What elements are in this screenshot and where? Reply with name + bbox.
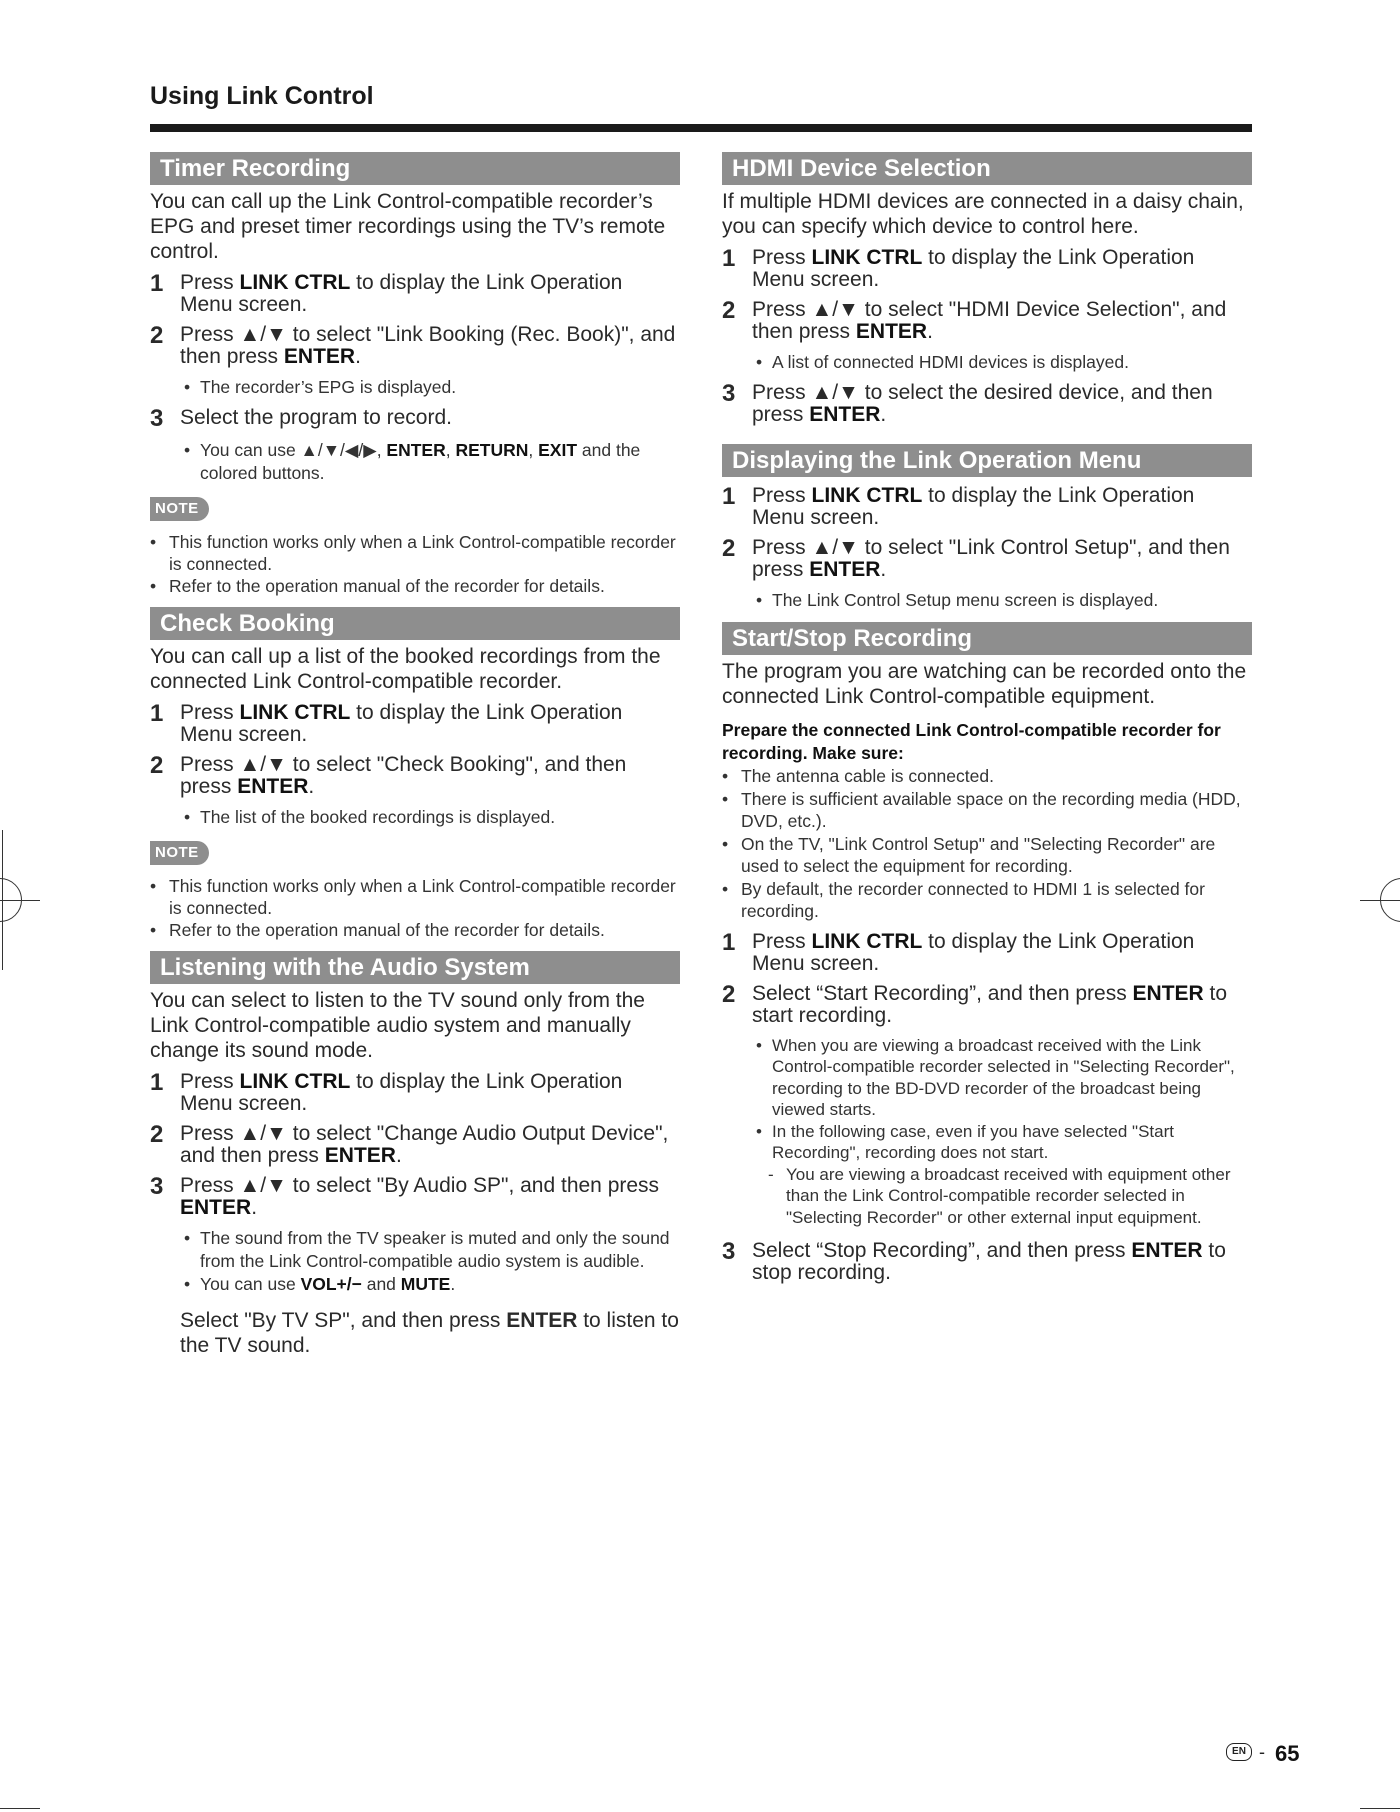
section-header-hdmi-device-selection: HDMI Device Selection <box>722 152 1252 185</box>
step-number: 2 <box>722 535 736 562</box>
closing-instruction: Select "By TV SP", and then press ENTER to listen to the TV sound. <box>180 1309 679 1357</box>
section-header-displaying-link-menu: Displaying the Link Operation Menu <box>722 444 1252 477</box>
key-name: LINK CTRL <box>811 246 923 269</box>
note-text: This function works only when a Link Control-compatible recorder is connected. <box>169 876 676 918</box>
step-text: Press ▲/▼ to select "By Audio SP", and then press ENTER. <box>180 1174 660 1219</box>
bullet-text: A list of connected HDMI devices is displayed. <box>772 352 1129 372</box>
section-header-audio-system: Listening with the Audio System <box>150 951 680 984</box>
page-number: 65 <box>1275 1741 1300 1766</box>
step-2 <box>150 1123 680 1167</box>
key-name: ENTER <box>1131 1239 1203 1262</box>
step-text: Press LINK CTRL to display the Link Operation Menu screen. <box>180 271 623 316</box>
section-header-check-booking: Check Booking <box>150 607 680 640</box>
step-number: 1 <box>722 245 736 272</box>
step-number: 2 <box>722 297 736 324</box>
language-badge-icon: EN <box>1226 1743 1252 1761</box>
step-text: Press LINK CTRL to display the Link Operation Menu screen. <box>180 701 623 746</box>
step-number: 1 <box>150 270 164 297</box>
note-text: Refer to the operation manual of the recorder for details. <box>169 920 605 940</box>
note-badge: NOTE <box>150 497 209 521</box>
bullet-text: The recorder’s EPG is displayed. <box>200 377 457 397</box>
step-sub-bullets: • The list of the booked recordings is displayed. <box>180 806 680 829</box>
step-text: Select “Stop Recording”, and then press ENTER to stop recording. <box>752 1239 1226 1284</box>
step-text: Press LINK CTRL to display the Link Operation Menu screen. <box>752 246 1195 291</box>
step-number: 2 <box>150 1121 164 1148</box>
step-sub-bullets: • The Link Control Setup menu screen is displayed. <box>752 589 1252 612</box>
step-number: 3 <box>722 1238 736 1265</box>
prep-item: On the TV, "Link Control Setup" and "Selecting Recorder" are used to select the equipment for recording. <box>741 833 1216 876</box>
step-number: 3 <box>150 1173 164 1200</box>
step-text: Press ▲/▼ to select the desired device, and then press ENTER. <box>752 381 1213 426</box>
step-number: 2 <box>150 752 164 779</box>
step-3 <box>150 1175 680 1219</box>
step-sub-bullets: • The sound from the TV speaker is muted and only the sound from the Link Control-compatible audio system is audible. • You can use VOL+/− and MUTE. <box>180 1227 680 1296</box>
step-number: 1 <box>150 700 164 727</box>
section-intro: You can call up the Link Control-compatible recorder’s EPG and preset timer recordings using the TV’s remote control. <box>150 190 666 263</box>
step-2 <box>150 324 680 368</box>
page-title: Using Link Control <box>150 82 374 110</box>
key-name: LINK CTRL <box>239 701 351 724</box>
step-number: 3 <box>150 405 164 432</box>
step-number: 1 <box>150 1069 164 1096</box>
step-sub-bullets: • You can use ▲/▼/◀/▶, ENTER, RETURN, EXIT and the colored buttons. <box>180 439 680 485</box>
left-column <box>150 152 680 1358</box>
step-1 <box>150 702 680 746</box>
bullet-text: The Link Control Setup menu screen is displayed. <box>772 590 1159 610</box>
prep-item: The antenna cable is connected. <box>741 766 994 786</box>
prep-item: There is sufficient available space on the recording media (HDD, DVD, etc.). <box>741 788 1241 831</box>
registration-mark-icon <box>1380 878 1400 922</box>
step-sub-bullets: • The recorder’s EPG is displayed. <box>180 376 680 399</box>
section-intro: You can call up a list of the booked recordings from the connected Link Control-compatible recorder. <box>150 645 661 693</box>
step-number: 2 <box>150 322 164 349</box>
step-text: Press ▲/▼ to select "Check Booking", and then press ENTER. <box>180 753 627 798</box>
step-text: Select the program to record. <box>180 406 452 429</box>
bullet-text: The list of the booked recordings is displayed. <box>200 807 556 827</box>
note-text: This function works only when a Link Control-compatible recorder is connected. <box>169 532 676 574</box>
key-name: LINK CTRL <box>811 929 923 953</box>
crop-mark <box>1360 1808 1400 1809</box>
step-text: Select “Start Recording”, and then press ENTER to start recording. <box>752 981 1228 1027</box>
step-2 <box>150 754 680 798</box>
step-1 <box>150 272 680 316</box>
dash-item: You are viewing a broadcast received with equipment other than the Link Control-compatible recorder selected in "Selecting Recorder" or other external input equipment. <box>786 1164 1231 1227</box>
step-text: Press ▲/▼ to select "Link Booking (Rec. Book)", and then press ENTER. <box>180 323 676 368</box>
key-name: ENTER <box>237 775 309 798</box>
bullet-text: You can use VOL+/− and MUTE. <box>200 1274 456 1294</box>
key-name: ENTER <box>506 1309 578 1332</box>
section-intro: If multiple HDMI devices are connected in a daisy chain, you can specify which device to control here. <box>722 190 1244 238</box>
right-column <box>722 152 1252 1292</box>
step-text: Press LINK CTRL to display the Link Operation Menu screen. <box>752 484 1195 529</box>
section-header-timer-recording: Timer Recording <box>150 152 680 185</box>
step-number: 1 <box>722 483 736 510</box>
footer-separator: - <box>1259 1742 1265 1762</box>
prep-title: Prepare the connected Link Control-compatible recorder for recording. Make sure: <box>722 720 1221 763</box>
note-list: • This function works only when a Link Control-compatible recorder is connected. • Refer to the operation manual of the recorder for details. <box>150 531 680 597</box>
title-rule <box>150 124 1252 132</box>
key-name: ENTER <box>283 345 356 368</box>
note-list: • This function works only when a Link Control-compatible recorder is connected. • Refer to the operation manual of the recorder for details. <box>150 875 680 941</box>
key-name: LINK CTRL <box>239 1070 351 1093</box>
step-sub-bullets: • When you are viewing a broadcast received with the Link Control-compatible recorder selected in "Selecting Recorder", recording to the BD-DVD recorder of the broadcast being viewed starts. • In the following case, even if you have selected "Start Recording", recording does not start. - You are viewing a broadcast received with equipment other than the Link Control-compatible recorder selected in "Selecting Recorder" or other external input equipment. <box>752 1035 1252 1229</box>
key-name: ENTER <box>1132 981 1204 1005</box>
step-3 <box>722 1240 1252 1284</box>
step-1 <box>722 247 1252 291</box>
key-name: ENTER <box>855 320 928 343</box>
section-intro: You can select to listen to the TV sound only from the Link Control-compatible audio system and manually change its sound mode. <box>150 989 645 1062</box>
key-name: LINK CTRL <box>811 484 923 507</box>
step-1 <box>722 928 1252 975</box>
step-1 <box>150 1071 680 1115</box>
key-name: ENTER <box>809 558 881 581</box>
registration-mark-icon <box>0 878 22 922</box>
bullet-text: The sound from the TV speaker is muted and only the sound from the Link Control-compatible audio system is audible. <box>200 1228 670 1271</box>
step-text: Press ▲/▼ to select "HDMI Device Selection", and then press ENTER. <box>752 298 1227 343</box>
step-2 <box>722 980 1252 1027</box>
step-number: 1 <box>722 928 736 956</box>
step-number: 3 <box>722 380 736 407</box>
bullet-text: In the following case, even if you have selected "Start Recording", recording does not start. <box>772 1121 1174 1162</box>
step-text: Press LINK CTRL to display the Link Operation Menu screen. <box>180 1070 623 1115</box>
section-header-start-stop-recording: Start/Stop Recording <box>722 622 1252 655</box>
crop-mark <box>0 1808 40 1809</box>
key-name: ENTER <box>324 1144 396 1167</box>
step-3 <box>722 382 1252 426</box>
bullet-text: When you are viewing a broadcast received with the Link Control-compatible recorder selected in "Selecting Recorder", recording to the BD-DVD recorder of the broadcast being viewed starts. <box>772 1035 1235 1119</box>
prep-item: By default, the recorder connected to HDMI 1 is selected for recording. <box>741 878 1205 921</box>
step-2 <box>722 537 1252 581</box>
step-3 <box>150 407 680 431</box>
key-name: ENTER <box>180 1196 252 1219</box>
step-2 <box>722 299 1252 343</box>
step-text: Press LINK CTRL to display the Link Operation Menu screen. <box>752 929 1195 975</box>
step-number: 2 <box>722 980 736 1008</box>
key-name: ENTER <box>809 403 881 426</box>
note-text: Refer to the operation manual of the recorder for details. <box>169 576 605 596</box>
step-text: Press ▲/▼ to select "Link Control Setup", and then press ENTER. <box>752 536 1230 581</box>
prep-list: • The antenna cable is connected. • There is sufficient available space on the recording media (HDD, DVD, etc.). • On the TV, "Link Control Setup" and "Selecting Recorder" are used to select the equipment for recording. • By default, the recorder connected to HDMI 1 is selected for recording. <box>722 765 1252 923</box>
step-1 <box>722 485 1252 529</box>
step-sub-bullets: • A list of connected HDMI devices is displayed. <box>752 351 1252 374</box>
note-badge: NOTE <box>150 841 209 865</box>
bullet-text: You can use ▲/▼/◀/▶, ENTER, RETURN, EXIT and the colored buttons. <box>200 440 641 483</box>
key-name: LINK CTRL <box>239 271 351 294</box>
step-text: Press ▲/▼ to select "Change Audio Output Device", and then press ENTER. <box>180 1122 669 1167</box>
section-intro: The program you are watching can be recorded onto the connected Link Control-compatible equipment. <box>722 660 1247 708</box>
